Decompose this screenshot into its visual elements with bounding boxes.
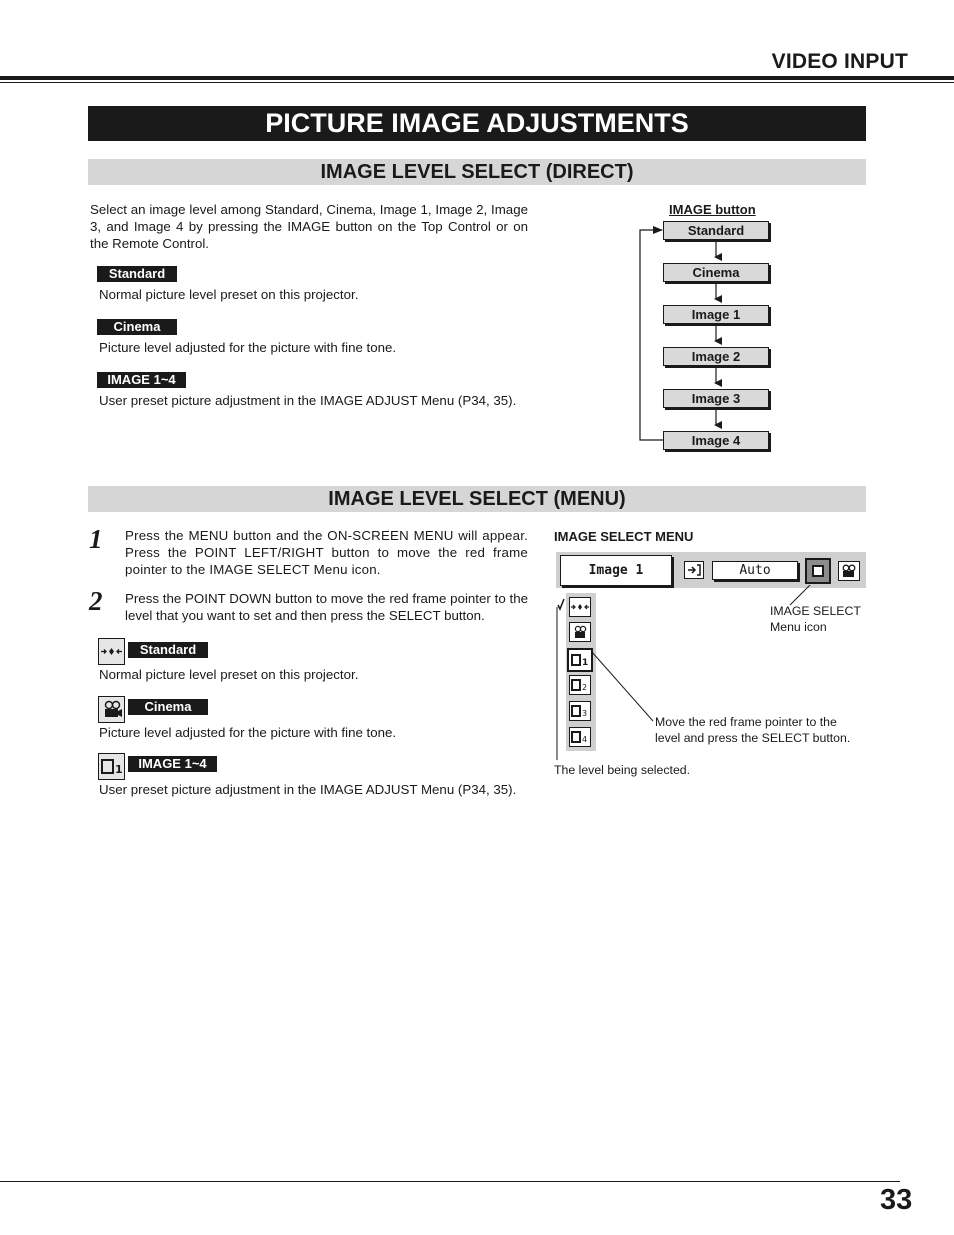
osd-heading: IMAGE SELECT MENU (554, 529, 694, 544)
callout-icon-line1: IMAGE SELECT (770, 604, 861, 618)
flow-step-standard: Standard (663, 221, 769, 240)
direct-heading: IMAGE LEVEL SELECT (DIRECT) (88, 159, 866, 185)
menu-desc-standard: Normal picture level preset on this projector. (99, 667, 359, 682)
direct-desc-cinema: Picture level adjusted for the picture with fine tone. (99, 340, 397, 355)
svg-text:1: 1 (115, 763, 123, 776)
flow-step-cinema: Cinema (663, 263, 769, 282)
menu-desc-image: User preset picture adjustment in the IMAGE ADJUST Menu (P34, 35). (99, 782, 517, 797)
page-title: PICTURE IMAGE ADJUSTMENTS (88, 106, 866, 141)
direct-tag-image: IMAGE 1~4 (97, 372, 186, 388)
callout-pointer-line1: Move the red frame pointer to the (655, 715, 837, 729)
flow-step-image3: Image 3 (663, 389, 769, 408)
svg-text:4: 4 (582, 735, 588, 744)
header-rule (0, 76, 954, 80)
cinema-icon (98, 696, 125, 723)
flow-step-image1: Image 1 (663, 305, 769, 324)
flow-arrows (630, 215, 780, 455)
cinema-menu-icon (838, 561, 860, 581)
footer-rule (0, 1181, 900, 1182)
step-text-2: Press the POINT DOWN button to move the red frame pointer to the level that you want to set and then press the SELECT button. (125, 591, 528, 623)
input-icon (684, 561, 704, 579)
direct-tag-standard: Standard (97, 266, 177, 282)
callout-selected: The level being selected. (554, 763, 691, 777)
svg-text:1: 1 (582, 658, 589, 668)
page-number: 33 (880, 1184, 913, 1216)
flow-step-image4: Image 4 (663, 431, 769, 450)
section-label: VIDEO INPUT (771, 50, 908, 73)
step-number-1: 1 (89, 524, 103, 554)
image-select-menu-icon (805, 558, 831, 584)
callout-pointer-line2: level and press the SELECT button. (655, 731, 851, 745)
direct-desc-standard: Normal picture level preset on this projector. (99, 287, 359, 302)
menu-tag-cinema: Cinema (128, 699, 208, 715)
check-mark-icon (558, 599, 564, 609)
standard-icon (98, 638, 125, 665)
svg-text:2: 2 (582, 683, 588, 692)
flow-heading: IMAGE button (669, 202, 756, 217)
menu-desc-cinema: Picture level adjusted for the picture with fine tone. (99, 725, 397, 740)
direct-intro: Select an image level among Standard, Cinema, Image 1, Image 2, Image 3, and Image 4 by pressing the IMAGE button on the Top Control or on the Remote Control. (90, 202, 528, 251)
osd-mode-field: Auto (712, 561, 798, 580)
direct-tag-cinema: Cinema (97, 319, 177, 335)
callout-icon-line2: Menu icon (770, 620, 827, 634)
menu-tag-image: IMAGE 1~4 (128, 756, 217, 772)
header-rule-thin (0, 82, 954, 83)
menu-tag-standard: Standard (128, 642, 208, 658)
direct-desc-image: User preset picture adjustment in the IMAGE ADJUST Menu (P34, 35). (99, 393, 517, 408)
flow-step-image2: Image 2 (663, 347, 769, 366)
step-text-1: Press the MENU button and the ON-SCREEN MENU will appear. Press the POINT LEFT/RIGHT button to move the red frame pointer to the IMAGE SELECT Menu icon. (125, 528, 528, 577)
osd-image-field: Image 1 (560, 555, 672, 586)
image1-icon (98, 753, 125, 780)
svg-text:3: 3 (582, 709, 588, 718)
menu-heading: IMAGE LEVEL SELECT (MENU) (88, 486, 866, 512)
step-number-2: 2 (89, 586, 103, 616)
